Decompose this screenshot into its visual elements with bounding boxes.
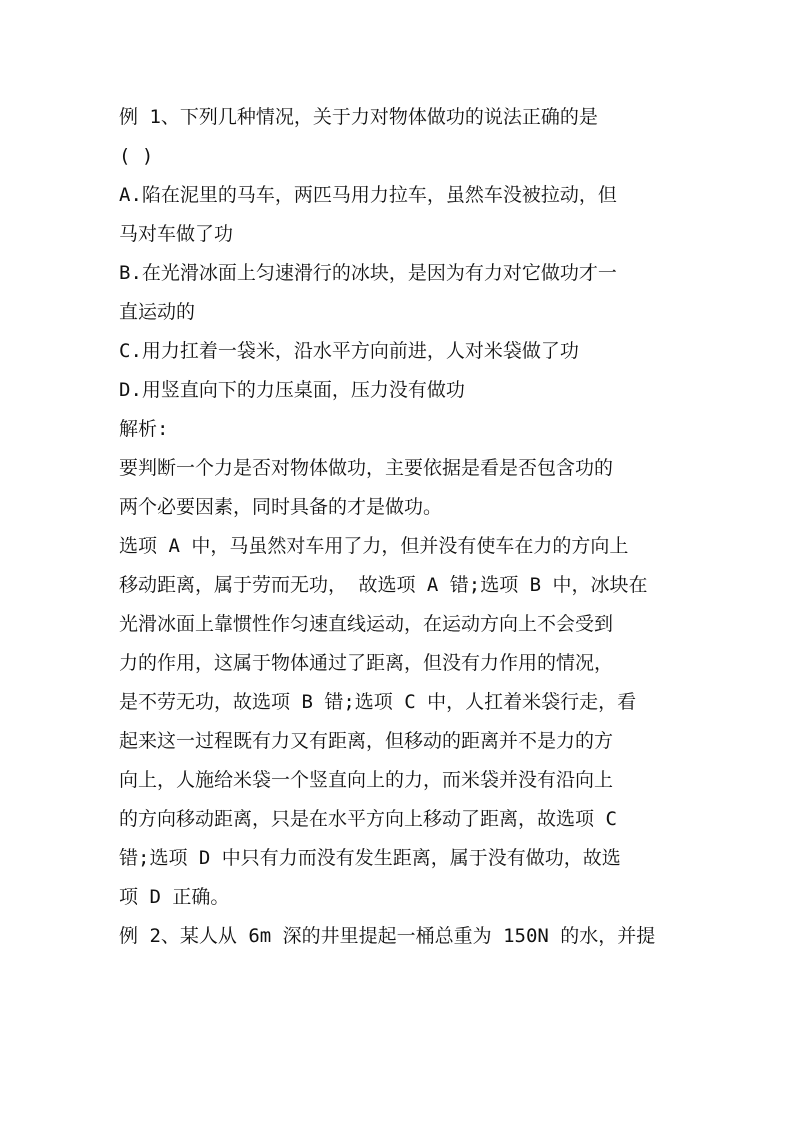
- analysis-line-9: 向上，人施给米袋一个竖直向上的力，而米袋并没有沿向上: [119, 769, 614, 791]
- option-a-line-2: 马对车做了功: [119, 223, 234, 245]
- document-body: [119, 98, 699, 956]
- analysis-line-6: 力的作用，这属于物体通过了距离，但没有力作用的情况，: [119, 652, 614, 674]
- analysis-line-7: 是不劳无功，故选项 B 错;选项 C 中，人扛着米袋行走，看: [119, 691, 637, 713]
- option-b-line-1: B.在光滑冰面上匀速滑行的冰块，是因为有力对它做功才一: [119, 262, 617, 284]
- analysis-line-3: 选项 A 中，马虽然对车用了力，但并没有使车在力的方向上: [119, 535, 629, 557]
- analysis-line-12: 项 D 正确。: [119, 886, 230, 908]
- option-d: D.用竖直向下的力压桌面，压力没有做功: [119, 379, 465, 401]
- example-1-question: 例 1、下列几种情况，关于力对物体做功的说法正确的是: [119, 106, 598, 128]
- analysis-line-5: 光滑冰面上靠惯性作匀速直线运动，在运动方向上不会受到: [119, 613, 614, 635]
- example-2-question: 例 2、某人从 6m 深的井里提起一桶总重为 150N 的水，并提: [119, 925, 656, 947]
- option-b-line-2: 直运动的: [119, 301, 196, 323]
- analysis-line-4: 移动距离，属于劳而无功， 故选项 A 错;选项 B 中，冰块在: [119, 574, 648, 596]
- option-c: C.用力扛着一袋米，沿水平方向前进，人对米袋做了功: [119, 340, 579, 362]
- analysis-line-8: 起来这一过程既有力又有距离，但移动的距离并不是力的方: [119, 730, 614, 752]
- analysis-line-1: 要判断一个力是否对物体做功，主要依据是看是否包含功的: [119, 457, 614, 479]
- analysis-line-10: 的方向移动距离，只是在水平方向上移动了距离，故选项 C: [119, 808, 617, 830]
- option-a-line-1: A.陷在泥里的马车，两匹马用力拉车，虽然车没被拉动，但: [119, 184, 617, 206]
- analysis-line-2: 两个必要因素，同时具备的才是做功。: [119, 496, 443, 518]
- answer-brackets: ( ): [119, 145, 154, 167]
- analysis-line-11: 错;选项 D 中只有力而没有发生距离，属于没有做功，故选: [119, 847, 621, 869]
- analysis-heading: 解析:: [119, 418, 169, 440]
